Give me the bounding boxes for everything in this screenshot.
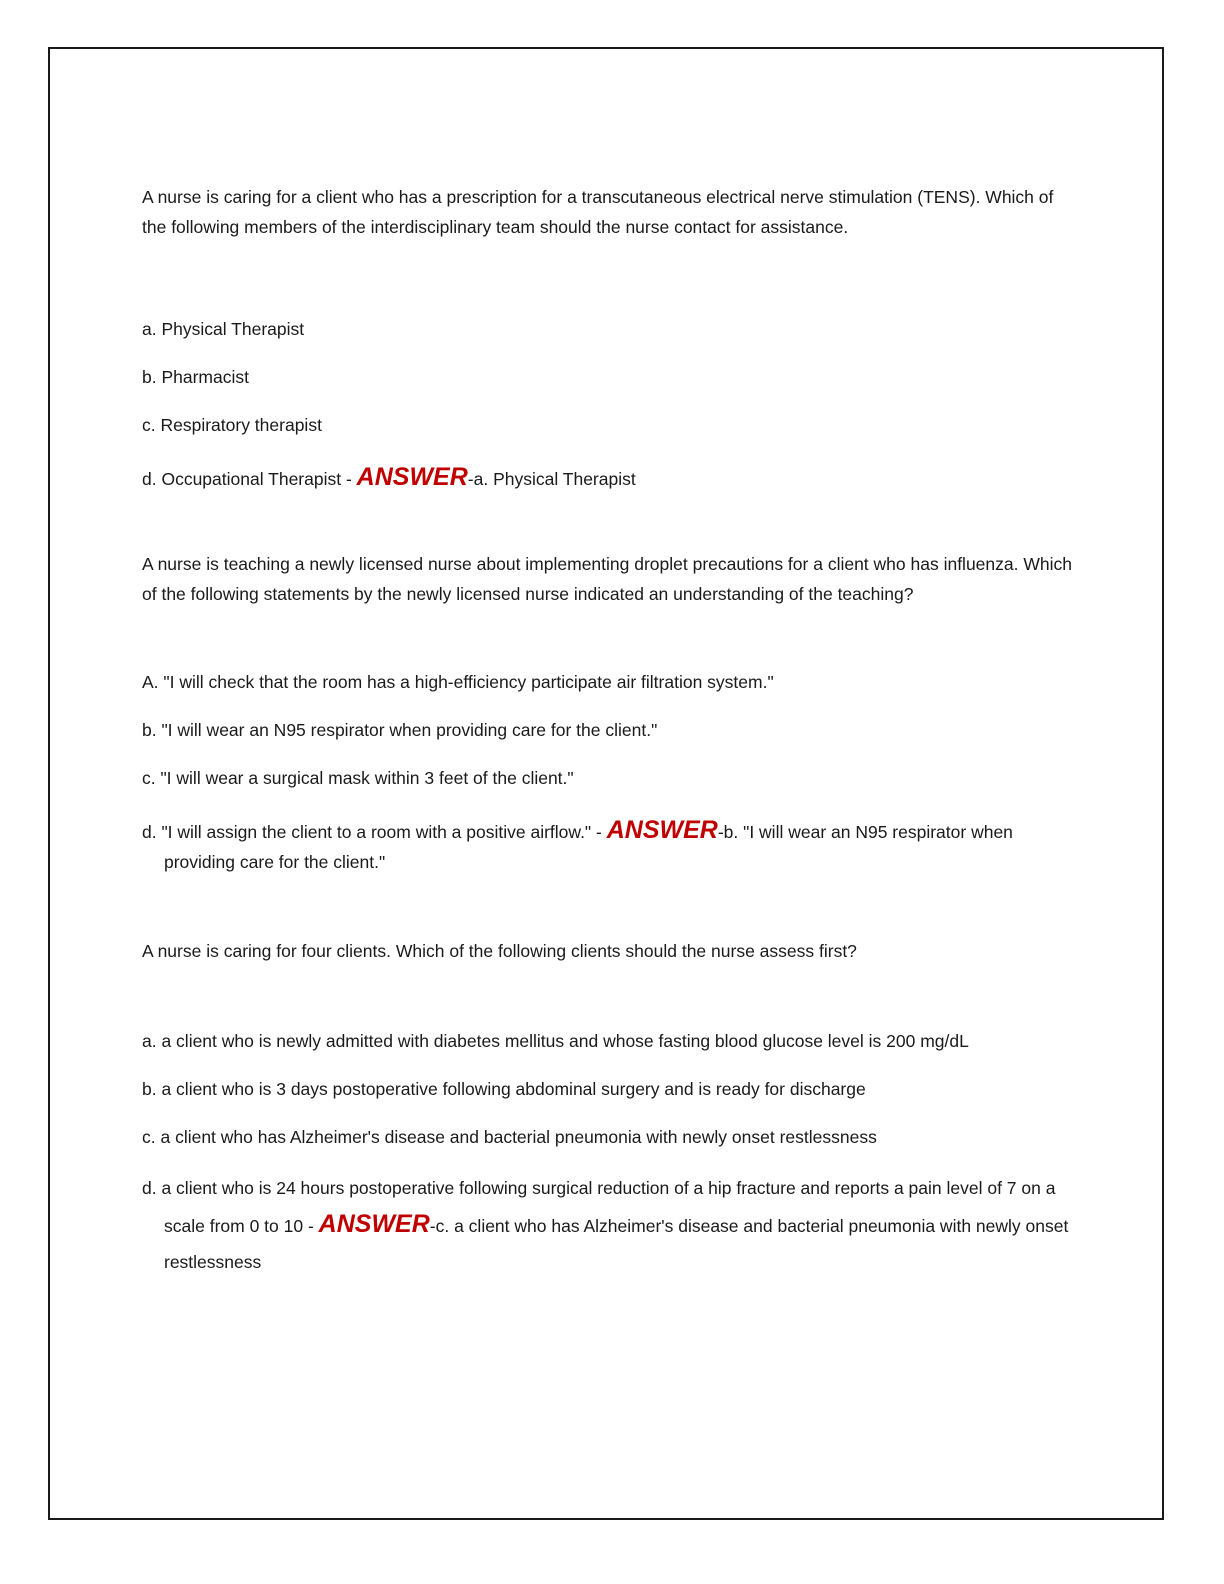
question-3-option-d-text: d. a client who is 24 hours postoperative following surgical reduction of a hip fracture and reports a pain level of 7 on a scale from 0 to 10 -	[142, 1178, 1056, 1236]
question-3-stem: A nurse is caring for four clients. Which of the following clients should the nurse assess first?	[142, 941, 857, 961]
question-1-stem: A nurse is caring for a client who has a prescription for a transcutaneous electrical nerve stimulation (TENS). Which of the following members of the interdisciplinary team should the nurse contact for assistance.	[142, 187, 1054, 237]
answer-label: ANSWER	[318, 1210, 430, 1238]
question-2-answer: -b. "I will wear an N95 respirator when providing care for the client."	[164, 822, 1013, 872]
question-3-option-c: c. a client who has Alzheimer's disease and bacterial pneumonia with newly onset restlessness	[142, 1127, 877, 1147]
answer-label: ANSWER	[606, 816, 718, 844]
question-2-option-d-text: d. "I will assign the client to a room with a positive airflow." -	[142, 822, 602, 842]
question-3-answer: -c. a client who has Alzheimer's disease and bacterial pneumonia with newly onset restlessness	[164, 1216, 1069, 1272]
question-2-option-b: b. "I will wear an N95 respirator when providing care for the client."	[142, 720, 658, 740]
question-2-stem: A nurse is teaching a newly licensed nurse about implementing droplet precautions for a client who has influenza. Which of the following statements by the newly licensed nurse indicated an understanding of the teaching?	[142, 554, 1072, 604]
question-1-option-c: c. Respiratory therapist	[142, 415, 322, 435]
question-3-option-b: b. a client who is 3 days postoperative following abdominal surgery and is ready for discharge	[142, 1079, 866, 1099]
question-1-option-a: a. Physical Therapist	[142, 319, 305, 339]
answer-label: ANSWER	[356, 463, 468, 491]
document-body	[142, 182, 1072, 1280]
question-1-option-b: b. Pharmacist	[142, 367, 249, 387]
question-2-option-c: c. "I will wear a surgical mask within 3 feet of the client."	[142, 768, 574, 788]
question-3-option-a: a. a client who is newly admitted with diabetes mellitus and whose fasting blood glucose level is 200 mg/dL	[142, 1031, 969, 1051]
question-3-option-d	[142, 1170, 1072, 1280]
question-1-option-d-text: d. Occupational Therapist -	[142, 469, 352, 489]
question-1-option-d	[142, 462, 1072, 494]
question-1-answer: -a. Physical Therapist	[467, 469, 636, 489]
question-2-option-d	[142, 815, 1072, 877]
question-2-option-a: A. "I will check that the room has a high-efficiency participate air filtration system."	[142, 672, 774, 692]
